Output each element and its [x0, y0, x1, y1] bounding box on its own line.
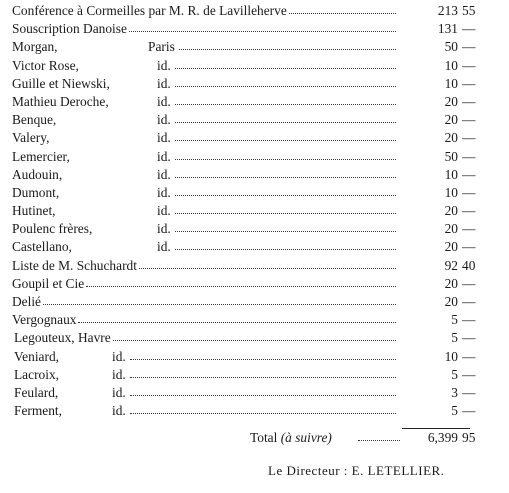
entry-place: id.	[112, 384, 126, 400]
entry-name: Veniard,	[14, 348, 59, 364]
list-item	[12, 166, 492, 184]
entry-cents: —	[462, 21, 476, 37]
entry-name: Goupil et Cie	[12, 275, 85, 291]
leader-dots	[78, 322, 396, 323]
entry-cents: 40	[462, 257, 476, 273]
entry-cents: —	[462, 366, 476, 382]
total-leader-dots	[358, 440, 400, 441]
entry-name: Souscription Danoise	[12, 21, 127, 37]
list-item	[12, 220, 492, 238]
entry-cents: —	[462, 148, 476, 164]
entry-name: Victor Rose,	[12, 57, 79, 73]
leader-dots	[139, 268, 396, 269]
entry-name: Benque,	[12, 112, 57, 128]
entry-amount: 5	[451, 403, 458, 419]
leader-dots	[175, 86, 396, 87]
entry-cents: —	[462, 348, 476, 364]
entry-name: Legouteux, Havre	[14, 330, 111, 346]
entry-amount: 50	[444, 148, 458, 164]
entry-name: Lemercier,	[12, 148, 70, 164]
entry-place: id.	[157, 184, 171, 200]
entry-amount: 20	[444, 239, 458, 255]
leader-dots	[175, 249, 396, 250]
entry-amount: 92	[444, 257, 458, 273]
total-label	[250, 429, 332, 447]
entry-amount: 5	[451, 312, 458, 328]
signature-prefix: Le Directeur :	[268, 463, 348, 478]
leader-dots	[43, 304, 396, 305]
entry-place: id.	[112, 348, 126, 364]
list-item	[12, 57, 492, 75]
entry-amount: 213	[437, 3, 458, 18]
entry-name: Poulenc frères,	[12, 221, 93, 237]
entry-amount: 50	[444, 39, 458, 55]
entry-place: id.	[157, 221, 171, 237]
entry-cents: —	[462, 184, 476, 200]
list-item	[12, 2, 492, 20]
entry-name: Guille et Niewski,	[12, 75, 110, 91]
total-label-text: Total	[250, 430, 278, 445]
entry-cents: —	[462, 112, 476, 128]
entry-place: id.	[157, 57, 171, 73]
entry-name: Ferment,	[14, 403, 62, 419]
entry-amount: 20	[444, 112, 458, 128]
list-item	[12, 20, 492, 38]
total-cents: 95	[462, 430, 476, 445]
signature	[268, 462, 444, 480]
entry-amount: 10	[444, 348, 458, 364]
entry-place: id.	[112, 403, 126, 419]
entry-name: Conférence à Cormeilles par M. R. de Lavilleherve	[12, 3, 287, 18]
list-item	[12, 275, 492, 293]
entry-cents: —	[462, 166, 476, 182]
entry-place: id.	[157, 93, 171, 109]
entry-cents: —	[462, 275, 476, 291]
entry-cents: —	[462, 203, 476, 219]
leader-dots	[175, 231, 396, 232]
entry-cents: —	[462, 57, 476, 73]
list-item	[12, 329, 492, 347]
entry-amount: 20	[444, 93, 458, 109]
entry-cents: —	[462, 239, 476, 255]
leader-dots	[113, 340, 396, 341]
list-item	[12, 93, 492, 111]
entry-cents: —	[462, 312, 476, 328]
entry-name: Delié	[12, 294, 41, 309]
subscription-list	[12, 2, 492, 420]
leader-dots	[175, 104, 396, 105]
entry-name: Mathieu Deroche,	[12, 93, 109, 109]
entry-amount: 131	[437, 21, 458, 37]
list-item	[12, 111, 492, 129]
entry-amount: 10	[444, 57, 458, 73]
entry-place: id.	[157, 148, 171, 164]
entry-cents: 55	[462, 3, 476, 18]
entry-place: id.	[112, 366, 126, 382]
list-item	[12, 202, 492, 220]
entry-amount: 10	[444, 166, 458, 182]
entry-name: Dumont,	[12, 184, 60, 200]
leader-dots	[175, 159, 396, 160]
leader-dots	[130, 413, 396, 414]
list-item	[12, 384, 492, 402]
entry-place: id.	[157, 75, 171, 91]
leader-dots	[129, 31, 396, 32]
entry-amount: 20	[444, 294, 458, 309]
entry-amount: 20	[444, 203, 458, 219]
entry-amount: 20	[444, 275, 458, 291]
total-label-italic: (à suivre)	[280, 430, 332, 445]
list-item	[12, 257, 492, 275]
leader-dots	[86, 286, 396, 287]
entry-name: Lacroix,	[14, 366, 59, 382]
leader-dots	[175, 68, 396, 69]
list-item	[12, 75, 492, 93]
entry-amount: 20	[444, 221, 458, 237]
entry-cents: —	[462, 130, 476, 146]
list-item	[12, 38, 492, 56]
total-amount: 6,399	[427, 430, 458, 445]
leader-dots	[130, 359, 396, 360]
entry-place: id.	[157, 239, 171, 255]
list-item	[12, 293, 492, 311]
entry-name: Vergognaux	[12, 312, 77, 328]
entry-name: Morgan,	[12, 39, 58, 55]
leader-dots	[175, 213, 396, 214]
leader-dots	[130, 377, 396, 378]
entry-name: Audouin,	[12, 166, 63, 182]
entry-amount: 5	[451, 366, 458, 382]
list-item	[12, 129, 492, 147]
entry-cents: —	[462, 39, 476, 55]
entry-amount: 10	[444, 75, 458, 91]
entry-cents: —	[462, 221, 476, 237]
entry-name: Liste de M. Schuchardt	[12, 257, 137, 273]
leader-dots	[175, 140, 396, 141]
entry-place: id.	[157, 203, 171, 219]
signature-name: E. LETELLIER.	[351, 463, 445, 478]
entry-amount: 3	[451, 384, 458, 400]
list-item	[12, 366, 492, 384]
leader-dots	[130, 395, 396, 396]
leader-dots	[175, 195, 396, 196]
leader-dots	[175, 122, 396, 123]
entry-cents: —	[462, 403, 476, 419]
total-row	[0, 429, 509, 447]
entry-amount: 5	[451, 330, 458, 346]
entry-cents: —	[462, 75, 476, 91]
list-item	[12, 184, 492, 202]
list-item	[12, 148, 492, 166]
entry-cents: —	[462, 93, 476, 109]
leader-dots	[179, 49, 396, 50]
entry-cents: —	[462, 384, 476, 400]
entry-place: Paris	[148, 39, 175, 55]
entry-name: Castellano,	[12, 239, 72, 255]
entry-place: id.	[157, 112, 171, 128]
entry-place: id.	[157, 130, 171, 146]
entry-cents: —	[462, 330, 476, 346]
list-item	[12, 311, 492, 329]
list-item	[12, 402, 492, 420]
list-item	[12, 238, 492, 256]
entry-name: Valery,	[12, 130, 50, 146]
entry-name: Feulard,	[14, 384, 59, 400]
list-item	[12, 348, 492, 366]
leader-dots	[289, 13, 396, 14]
entry-place: id.	[157, 166, 171, 182]
entry-amount: 10	[444, 184, 458, 200]
leader-dots	[175, 177, 396, 178]
entry-cents: —	[462, 294, 476, 309]
entry-name: Hutinet,	[12, 203, 56, 219]
entry-amount: 20	[444, 130, 458, 146]
